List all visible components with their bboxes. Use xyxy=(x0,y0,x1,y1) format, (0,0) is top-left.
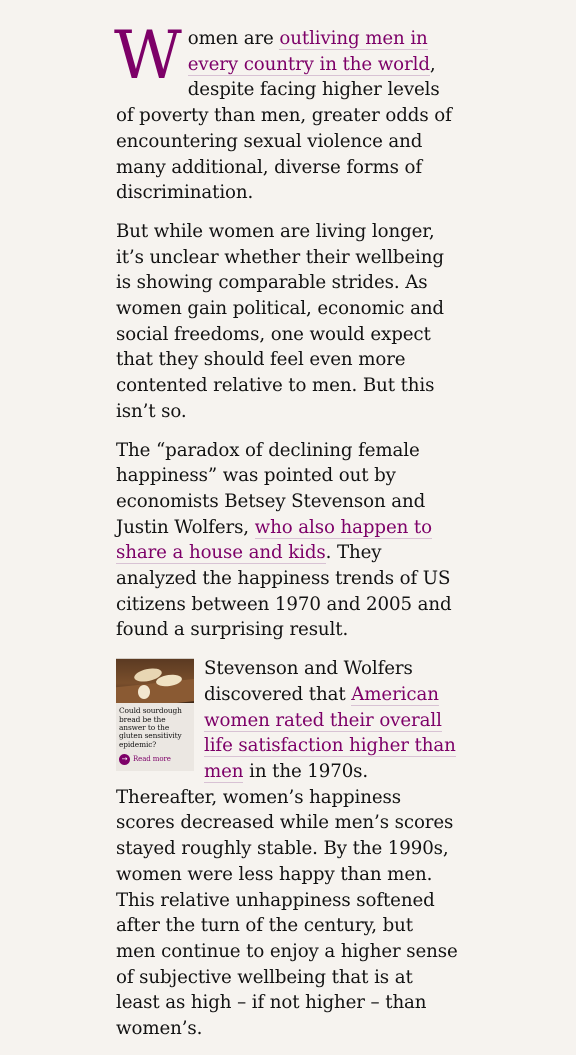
paragraph-text: But while women are living longer, it’s unclear whether their wellbeing is showing comparable strides. As women gain political, economic and social freedoms, one would expect that they should feel even more contented relative to men. But this isn’t so. xyxy=(116,220,444,422)
paragraph-text: , despite facing higher levels of poverty than men, greater odds of encountering sexual violence and many additional, diverse forms of discrimination. xyxy=(116,53,452,204)
paragraph-1 xyxy=(114,17,458,206)
paragraph-text: in the 1970s. Thereafter, women’s happiness scores decreased while men’s scores stayed roughly stable. By the 1990s, women were less happy than men. This relative unhappiness softened after the turn of the century, but men continue to enjoy a higher sense of subjective wellbeing that is at least as high – if not higher – than women’s. xyxy=(116,760,458,1040)
paragraph-2 xyxy=(116,219,458,425)
paragraph-text: The “paradox of declining female happiness” was pointed out by economists Betsey Stevenson and Justin Wolfers, xyxy=(116,439,426,538)
cutting-board-shape xyxy=(116,679,194,704)
link-share-house-and-kids[interactable]: who also happen to share a house and kids xyxy=(116,516,432,564)
paragraph-text: . They analyzed the happiness trends of US citizens between 1970 and 2005 and found a surprising result. xyxy=(116,542,452,641)
link-american-women[interactable]: American women rated their overall life satisfaction higher than men xyxy=(204,683,456,782)
article-body xyxy=(114,17,458,1055)
rich-link-headline[interactable]: Could sourdough bread be the answer to the gluten sensitivity epidemic? xyxy=(119,706,182,749)
rich-link-card[interactable] xyxy=(116,658,194,771)
paragraph-text: omen are xyxy=(187,28,280,49)
read-more-link[interactable] xyxy=(119,754,194,765)
paragraph-3 xyxy=(116,438,458,644)
link-outliving-men[interactable]: outliving men in every country in the world xyxy=(187,28,430,75)
paragraph-4 xyxy=(116,656,458,1042)
paragraph-text: Stevenson and Wolfers discovered that xyxy=(204,658,413,705)
rich-link-image[interactable] xyxy=(116,659,194,703)
arrow-right-icon: → xyxy=(119,754,130,765)
read-more-label: Read more xyxy=(133,755,171,764)
drop-cap: W xyxy=(114,17,182,94)
